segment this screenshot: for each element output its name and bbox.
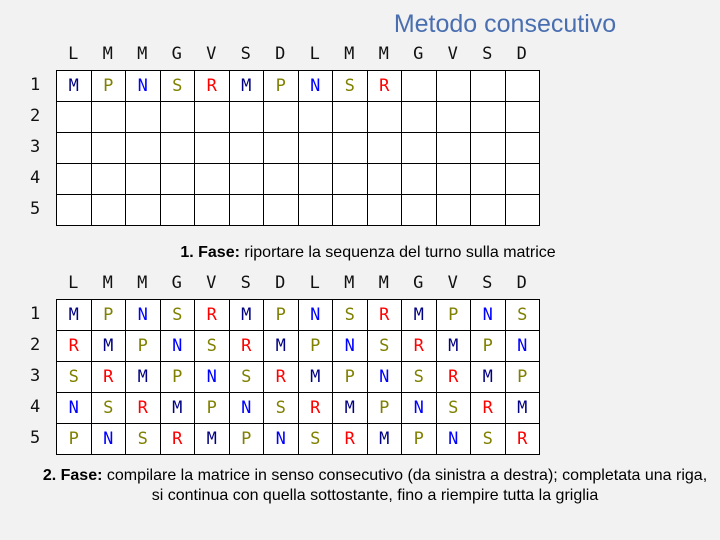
matrix-cell xyxy=(160,102,195,133)
matrix-cell: P xyxy=(264,71,299,102)
matrix-cell: R xyxy=(505,424,540,455)
matrix-cell: S xyxy=(402,362,437,393)
matrix-cell: S xyxy=(471,424,506,455)
matrix-cell xyxy=(333,133,368,164)
matrix-cell xyxy=(195,133,230,164)
matrix-cell xyxy=(229,195,264,226)
matrix-cell xyxy=(402,195,437,226)
matrix-cell: S xyxy=(91,393,126,424)
row-label: 4 xyxy=(30,168,41,188)
matrix-cell xyxy=(195,164,230,195)
matrix-cell: M xyxy=(229,300,264,331)
day-header: G xyxy=(413,273,424,293)
matrix-cell: N xyxy=(126,300,161,331)
row-label: 5 xyxy=(30,199,41,219)
matrix-row xyxy=(57,331,540,362)
matrix-cell: S xyxy=(229,362,264,393)
matrix-cell: M xyxy=(471,362,506,393)
matrix-cell: P xyxy=(91,300,126,331)
day-header: L xyxy=(68,44,79,64)
matrix-block-phase-1 xyxy=(24,44,540,226)
matrix-row xyxy=(57,300,540,331)
matrix-cell: S xyxy=(333,300,368,331)
matrix-cell xyxy=(505,164,540,195)
matrix-cell: M xyxy=(57,71,92,102)
day-header: M xyxy=(102,44,113,64)
day-header: L xyxy=(309,273,320,293)
matrix-cell xyxy=(91,102,126,133)
row-label: 1 xyxy=(30,304,41,324)
matrix-cell xyxy=(126,133,161,164)
matrix-cell: P xyxy=(505,362,540,393)
matrix-cell xyxy=(195,195,230,226)
matrix-cell: S xyxy=(57,362,92,393)
matrix-cell: M xyxy=(264,331,299,362)
matrix-cell: P xyxy=(367,393,402,424)
matrix-row xyxy=(57,133,540,164)
day-header-row xyxy=(56,273,540,299)
matrix-cell: R xyxy=(471,393,506,424)
matrix-cell: P xyxy=(436,300,471,331)
day-header-row xyxy=(56,44,540,70)
matrix-block-phase-2 xyxy=(24,273,540,455)
matrix-cell: R xyxy=(195,71,230,102)
day-header: M xyxy=(344,44,355,64)
matrix-cell: M xyxy=(57,300,92,331)
matrix-cell xyxy=(471,195,506,226)
day-header: G xyxy=(171,44,182,64)
matrix-cell xyxy=(436,71,471,102)
row-label: 3 xyxy=(30,137,41,157)
matrix-cell xyxy=(333,102,368,133)
matrix-cell: N xyxy=(333,331,368,362)
matrix-cell: N xyxy=(471,300,506,331)
phase-1-text: riportare la sequenza del turno sulla matrice xyxy=(239,244,556,261)
day-header: V xyxy=(206,44,217,64)
day-header: D xyxy=(516,273,527,293)
day-header: D xyxy=(516,44,527,64)
day-header: M xyxy=(137,273,148,293)
matrix-cell: N xyxy=(298,300,333,331)
matrix-cell xyxy=(264,102,299,133)
day-header: M xyxy=(378,273,389,293)
matrix-cell xyxy=(229,133,264,164)
matrix-cell xyxy=(402,133,437,164)
matrix-cell: N xyxy=(195,362,230,393)
matrix-cell: R xyxy=(91,362,126,393)
matrix-cell xyxy=(57,164,92,195)
matrix-cell xyxy=(264,133,299,164)
phase-2-label: 2. Fase: xyxy=(42,467,103,484)
matrix-cell: R xyxy=(436,362,471,393)
matrix-cell: N xyxy=(402,393,437,424)
matrix-cell: R xyxy=(298,393,333,424)
day-header: S xyxy=(482,44,493,64)
matrix-cell: P xyxy=(126,331,161,362)
matrix-cell xyxy=(471,164,506,195)
matrix-cell: N xyxy=(505,331,540,362)
day-header: M xyxy=(102,273,113,293)
matrix-cell: R xyxy=(195,300,230,331)
matrix-cell: P xyxy=(195,393,230,424)
matrix-cell xyxy=(333,195,368,226)
matrix-cell xyxy=(402,71,437,102)
matrix-cell xyxy=(505,102,540,133)
row-label: 3 xyxy=(30,366,41,386)
matrix-cell xyxy=(298,102,333,133)
matrix-cell xyxy=(402,164,437,195)
matrix-cell xyxy=(367,164,402,195)
matrix-cell: M xyxy=(367,424,402,455)
matrix-cell xyxy=(367,195,402,226)
matrix-cell: P xyxy=(471,331,506,362)
matrix-cell: N xyxy=(229,393,264,424)
matrix-cell: R xyxy=(367,71,402,102)
matrix-cell: N xyxy=(436,424,471,455)
matrix-cell xyxy=(160,133,195,164)
matrix-cell: M xyxy=(436,331,471,362)
matrix-cell xyxy=(126,102,161,133)
matrix-cell: M xyxy=(505,393,540,424)
matrix-cell: N xyxy=(91,424,126,455)
matrix-cell xyxy=(57,133,92,164)
matrix-cell xyxy=(436,164,471,195)
matrix-row xyxy=(57,393,540,424)
matrix-cell xyxy=(195,102,230,133)
matrix-cell: N xyxy=(264,424,299,455)
matrix-row xyxy=(57,71,540,102)
phase-1-label: 1. Fase: xyxy=(180,244,240,261)
matrix-cell: P xyxy=(264,300,299,331)
matrix-cell: R xyxy=(367,300,402,331)
matrix-cell xyxy=(471,133,506,164)
row-label: 2 xyxy=(30,335,41,355)
matrix-cell: N xyxy=(57,393,92,424)
day-header: G xyxy=(171,273,182,293)
matrix-cell: R xyxy=(333,424,368,455)
matrix-cell: S xyxy=(264,393,299,424)
matrix-cell: S xyxy=(126,424,161,455)
day-header: D xyxy=(275,44,286,64)
matrix-cell xyxy=(126,164,161,195)
row-label: 2 xyxy=(30,106,41,126)
matrix-cell xyxy=(436,102,471,133)
day-header: M xyxy=(137,44,148,64)
matrix-cell: R xyxy=(402,331,437,362)
matrix-cell xyxy=(91,164,126,195)
page-title: Metodo consecutivo xyxy=(393,10,617,38)
matrix-cell xyxy=(160,164,195,195)
matrix-row xyxy=(57,195,540,226)
matrix-cell: S xyxy=(195,331,230,362)
matrix-cell: P xyxy=(57,424,92,455)
matrix-cell: S xyxy=(298,424,333,455)
matrix-cell: R xyxy=(160,424,195,455)
day-header: S xyxy=(240,273,251,293)
row-label: 5 xyxy=(30,428,41,448)
matrix-cell: M xyxy=(91,331,126,362)
matrix-cell: S xyxy=(505,300,540,331)
matrix-row xyxy=(57,424,540,455)
day-header: V xyxy=(447,273,458,293)
matrix-cell xyxy=(229,102,264,133)
day-header: S xyxy=(482,273,493,293)
row-labels xyxy=(24,70,56,226)
matrix-cell: M xyxy=(402,300,437,331)
shift-matrix-phase-1 xyxy=(56,70,540,226)
matrix-cell: P xyxy=(229,424,264,455)
matrix-cell: S xyxy=(160,71,195,102)
matrix-cell: P xyxy=(160,362,195,393)
matrix-cell: M xyxy=(126,362,161,393)
day-header: M xyxy=(344,273,355,293)
matrix-cell xyxy=(333,164,368,195)
matrix-row xyxy=(57,102,540,133)
matrix-cell: S xyxy=(436,393,471,424)
matrix-cell: S xyxy=(367,331,402,362)
matrix-cell xyxy=(505,71,540,102)
matrix-cell xyxy=(367,102,402,133)
day-header: V xyxy=(206,273,217,293)
phase-2-caption xyxy=(40,466,710,506)
matrix-cell xyxy=(471,71,506,102)
matrix-cell: N xyxy=(367,362,402,393)
matrix-cell xyxy=(57,195,92,226)
matrix-cell xyxy=(298,164,333,195)
matrix-cell xyxy=(160,195,195,226)
matrix-cell: M xyxy=(195,424,230,455)
matrix-cell xyxy=(126,195,161,226)
matrix-cell xyxy=(91,133,126,164)
matrix-cell: S xyxy=(160,300,195,331)
matrix-cell: R xyxy=(126,393,161,424)
matrix-cell: P xyxy=(333,362,368,393)
row-label: 4 xyxy=(30,397,41,417)
matrix-cell: P xyxy=(298,331,333,362)
matrix-cell xyxy=(436,195,471,226)
matrix-cell xyxy=(471,102,506,133)
matrix-cell: M xyxy=(333,393,368,424)
day-header: L xyxy=(68,273,79,293)
matrix-cell: R xyxy=(57,331,92,362)
matrix-cell: M xyxy=(298,362,333,393)
phase-1-caption xyxy=(0,244,720,262)
matrix-cell xyxy=(505,195,540,226)
day-header: D xyxy=(275,273,286,293)
matrix-row xyxy=(57,164,540,195)
matrix-cell: R xyxy=(264,362,299,393)
day-header: G xyxy=(413,44,424,64)
matrix-cell xyxy=(367,133,402,164)
matrix-cell xyxy=(505,133,540,164)
day-header: S xyxy=(240,44,251,64)
phase-2-text: compilare la matrice in senso consecutivo (da sinistra a destra); completata una riga, si continua con quella sottostante, fino a riempire tutta la griglia xyxy=(102,467,708,504)
matrix-cell: S xyxy=(333,71,368,102)
matrix-cell xyxy=(57,102,92,133)
shift-matrix-phase-2 xyxy=(56,299,540,455)
matrix-cell xyxy=(264,164,299,195)
matrix-cell xyxy=(229,164,264,195)
matrix-cell: P xyxy=(402,424,437,455)
matrix-row xyxy=(57,362,540,393)
matrix-cell: N xyxy=(298,71,333,102)
matrix-cell xyxy=(402,102,437,133)
matrix-cell: R xyxy=(229,331,264,362)
matrix-cell: P xyxy=(91,71,126,102)
matrix-cell xyxy=(91,195,126,226)
day-header: V xyxy=(447,44,458,64)
day-header: M xyxy=(378,44,389,64)
row-label: 1 xyxy=(30,75,41,95)
matrix-cell xyxy=(264,195,299,226)
matrix-cell: N xyxy=(126,71,161,102)
row-labels xyxy=(24,299,56,455)
matrix-cell xyxy=(436,133,471,164)
matrix-cell xyxy=(298,195,333,226)
day-header: L xyxy=(309,44,320,64)
matrix-cell: M xyxy=(160,393,195,424)
matrix-cell: N xyxy=(160,331,195,362)
matrix-cell: M xyxy=(229,71,264,102)
matrix-cell xyxy=(298,133,333,164)
